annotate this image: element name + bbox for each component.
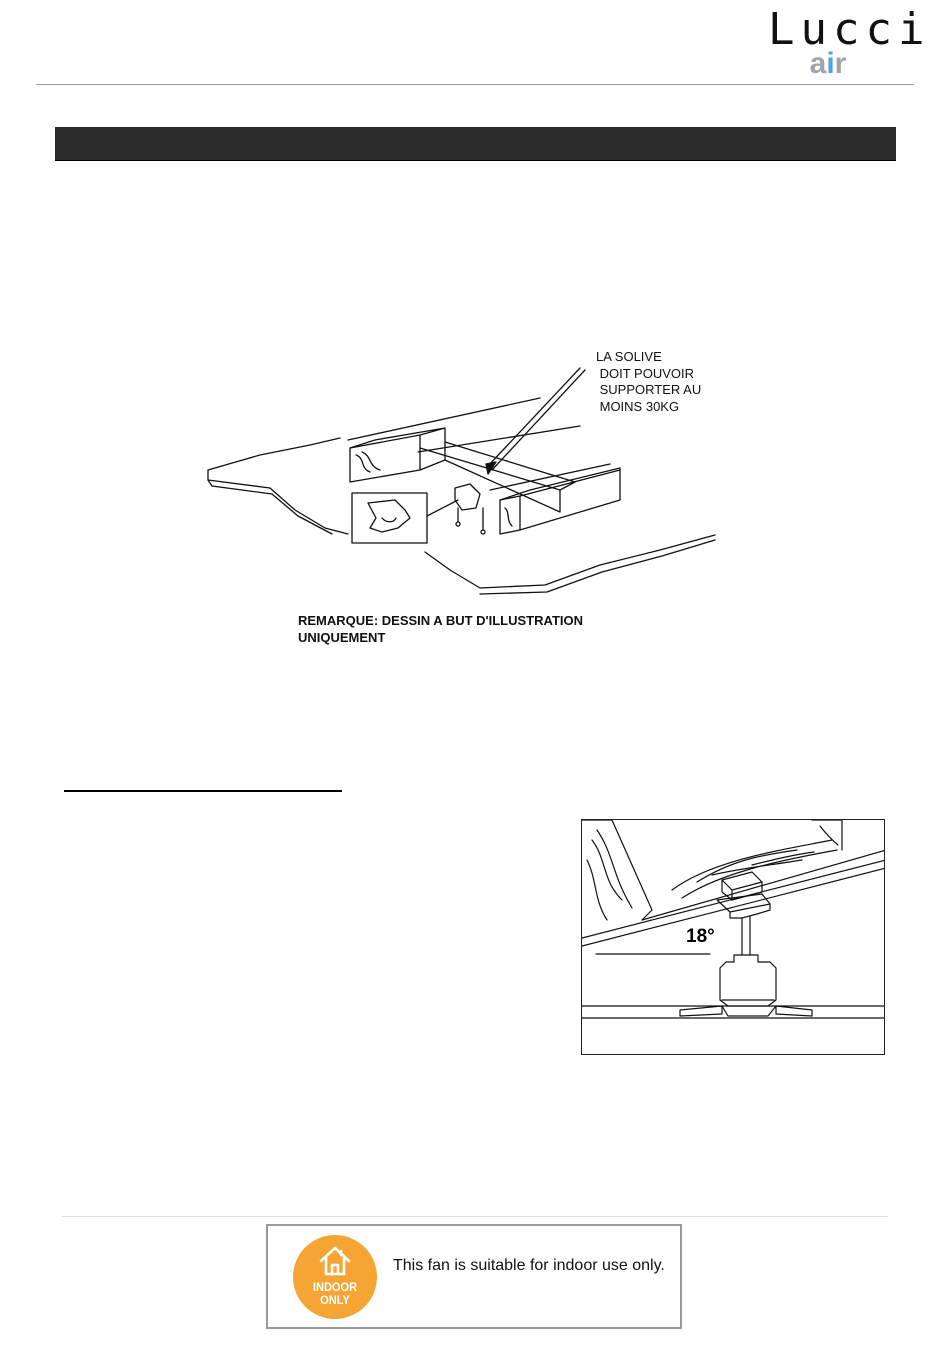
badge-text: INDOOR ONLY [312,1280,358,1307]
indoor-only-badge [293,1235,377,1319]
joist-callout: LA SOLIVE DOIT POUVOIR SUPPORTER AU MOINS 30KG [596,349,702,414]
brand-sub-a: a [809,47,827,80]
header-divider [36,84,914,85]
footer-divider [62,1216,888,1217]
house-icon [318,1244,352,1278]
brand-sub-i: i [826,47,835,80]
sloped-ceiling-drawing [582,820,885,1055]
sloped-ceiling-illustration [581,819,885,1055]
angle-label: 18° [686,926,715,947]
heading-underline [64,790,342,792]
illustration-note: REMARQUE: DESSIN A BUT D'ILLUSTRATION UNIQUEMENT [298,613,583,645]
brand-name: Lucci [768,4,931,55]
brand-logo [768,4,931,80]
indoor-notice-text: This fan is suitable for indoor use only. [393,1257,665,1274]
section-title-bar [55,127,896,160]
brand-sub-r: r [834,47,847,80]
